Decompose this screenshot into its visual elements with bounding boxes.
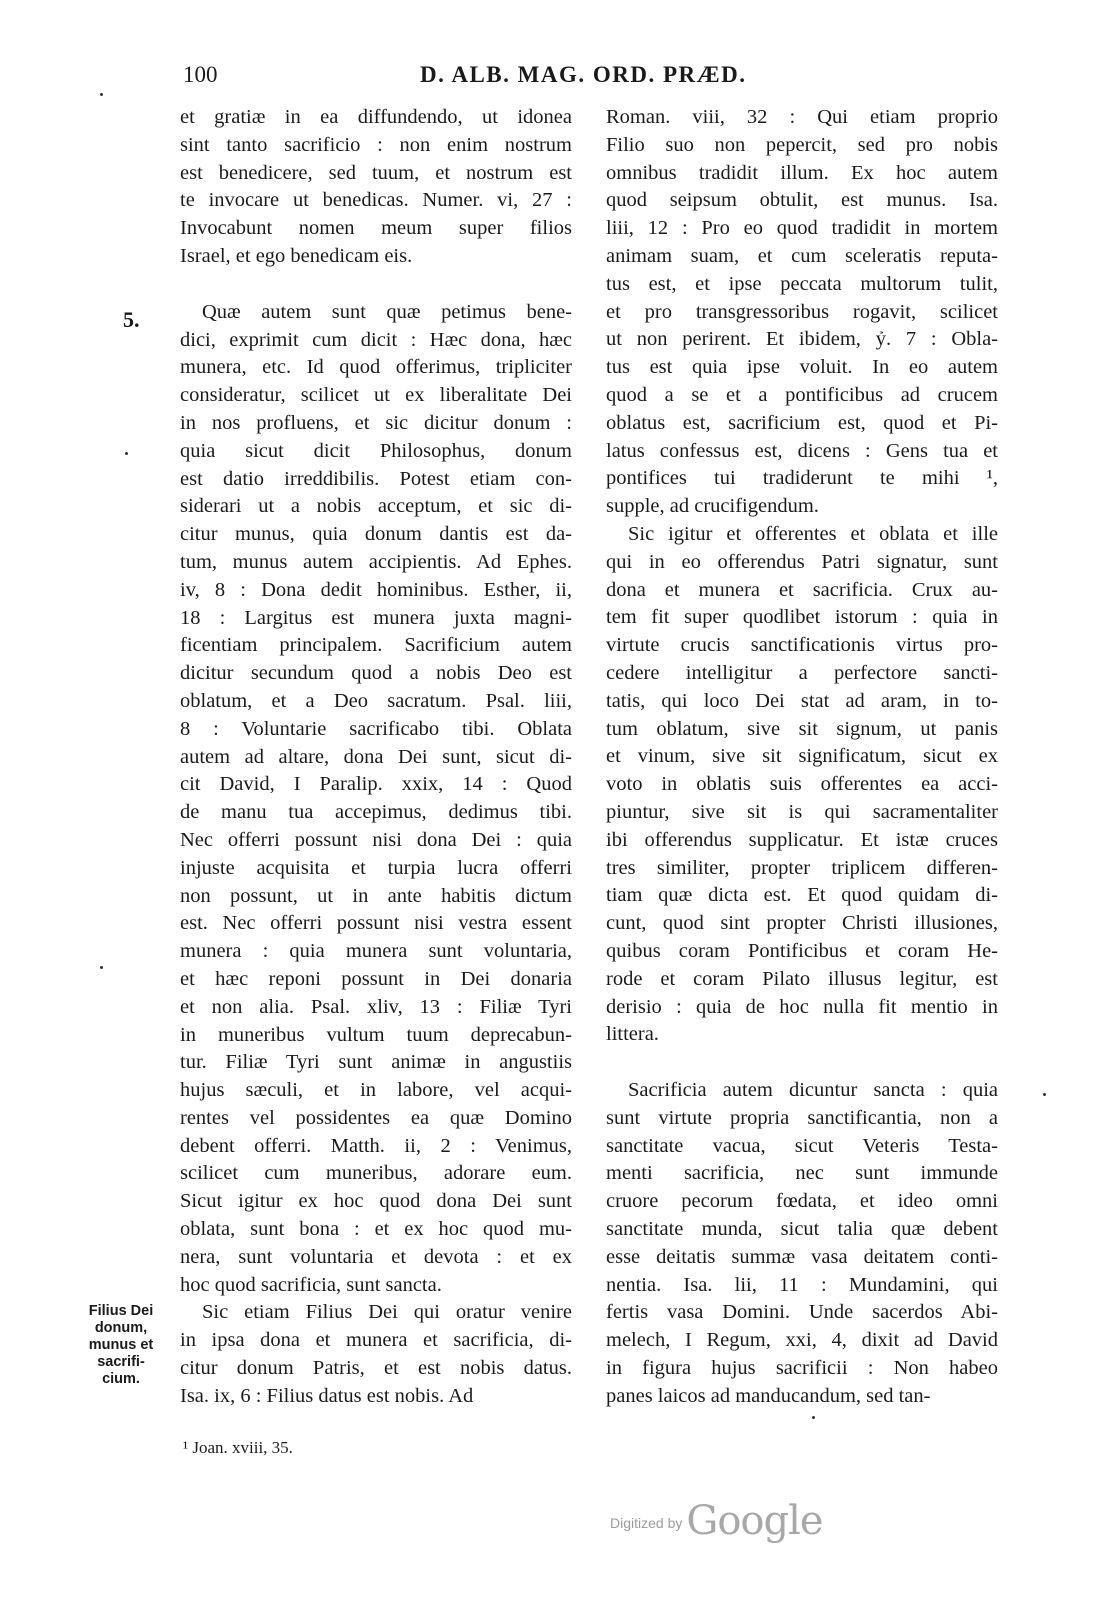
left-paragraph-3: [180, 1299, 572, 1410]
text-line: debent offerri. Matth. ii, 2 : Venimus,: [180, 1134, 572, 1157]
text-line: cedere intelligitur a perfectore sancti-: [606, 661, 998, 684]
running-title: D. ALB. MAG. ORD. PRÆD.: [420, 62, 747, 87]
right-column: [606, 104, 998, 1411]
text-line: in ipsa dona et munera et sacrificia, di-: [180, 1329, 572, 1352]
text-line: et non alia. Psal. xliv, 13 : Filiæ Tyri: [180, 995, 572, 1018]
text-line: quia sicut dicit Philosophus, donum: [180, 439, 572, 462]
text-line: tum oblatum, sive sit signum, ut panis: [606, 717, 998, 740]
left-paragraph-1: [180, 104, 572, 271]
footnote: ¹ Joan. xviii, 35.: [183, 1438, 293, 1457]
scan-speck: [812, 1416, 815, 1419]
text-line: in nos profluens, et sic dicitur donum :: [180, 411, 572, 434]
text-line: et vinum, sive sit significatum, sicut ex: [606, 745, 998, 768]
text-line: munera : quia munera sunt voluntaria,: [180, 940, 572, 963]
text-line: ficentiam principalem. Sacrificium autem: [180, 634, 572, 657]
text-line: tus est quia ipse voluit. In eo autem: [606, 356, 998, 379]
text-line: oblatum, et a Deo sacratum. Psal. liii,: [180, 689, 572, 712]
text-line: piuntur, sive sit is qui sacramentaliter: [606, 800, 998, 823]
text-line: citur donum Patris, et est nobis datus.: [180, 1357, 572, 1380]
page-number: 100: [183, 62, 218, 87]
text-line: dona et munera et sacrificia. Crux au-: [606, 578, 998, 601]
text-line: Sic igitur et offerentes et oblata et ille: [628, 522, 998, 545]
text-line: sint tanto sacrificio : non enim nostrum: [180, 133, 572, 156]
text-line: et gratiæ in ea diffundendo, ut idonea: [180, 106, 572, 128]
text-line: ut non perirent. Et ibidem, ỷ. 7 : Obla-: [606, 328, 998, 351]
text-line: siderari ut a nobis acceptum, et sic di-: [180, 495, 572, 518]
left-column: [180, 104, 572, 1411]
scan-speck: [100, 966, 103, 969]
text-line: Nec offerri possunt nisi dona Dei : quia: [180, 828, 572, 851]
margin-note-line: Filius Dei: [88, 1303, 154, 1319]
text-line: 18 : Largitus est munera juxta magni-: [180, 606, 572, 629]
text-line: Sic etiam Filius Dei qui oratur venire: [202, 1301, 572, 1324]
text-line: Filio suo non pepercit, sed pro nobis: [606, 133, 998, 156]
text-line: voto in oblatis suis offerentes ea acci-: [606, 773, 998, 796]
text-line: omnibus tradidit illum. Ex hoc autem: [606, 161, 998, 184]
text-line: sunt virtute propria sanctificantia, non a: [606, 1106, 998, 1129]
margin-note: [78, 1303, 164, 1388]
text-line: menti sacrificia, nec sunt immunde: [606, 1162, 998, 1185]
text-line: dici, exprimit cum dicit : Hæc dona, hæc: [180, 328, 572, 351]
margin-note-line: cium.: [102, 1371, 140, 1387]
text-line: panes laicos ad manducandum, sed tan-: [606, 1384, 931, 1407]
text-line: latus confessus est, dicens : Gens tua et: [606, 439, 998, 462]
text-line: melech, I Regum, xxi, 4, dixit ad David: [606, 1329, 998, 1352]
text-line: hujus sæculi, et in labore, vel acqui-: [180, 1079, 572, 1102]
text-line: Invocabunt nomen meum super filios: [180, 217, 572, 240]
text-line: sanctitate munda, sicut talia quæ debent: [606, 1218, 998, 1241]
text-line: est. Nec offerri possunt nisi vestra essent: [180, 912, 572, 935]
text-line: cit David, I Paralip. xxix, 14 : Quod: [180, 773, 572, 796]
paragraph-number: 5.: [123, 307, 140, 332]
text-line: est benedicere, sed tuum, et nostrum est: [180, 161, 572, 184]
text-line: et hæc reponi possunt in Dei donaria: [180, 967, 572, 990]
text-line: tus est, et ipse peccata multorum tulit,: [606, 272, 998, 295]
digitized-watermark: [610, 1498, 823, 1544]
margin-note-line: munus et: [88, 1337, 154, 1353]
text-line: derisio : quia de hoc nulla fit mentio in: [606, 995, 998, 1018]
text-line: fertis vasa Domini. Unde sacerdos Abi-: [606, 1301, 998, 1324]
text-line: tum, munus autem accipientis. Ad Ephes.: [180, 550, 572, 573]
text-line: animam suam, et cum sceleratis reputa-: [606, 244, 998, 267]
text-line: quibus coram Pontificibus et coram He-: [606, 939, 998, 962]
google-logo: Google: [686, 1498, 823, 1544]
scan-speck: [125, 452, 128, 455]
text-line: oblata, sunt bona : et ex hoc quod mu-: [180, 1218, 572, 1241]
text-line: rentes vel possidentes ea quæ Domino: [180, 1106, 572, 1129]
margin-note-line: donum,: [94, 1320, 148, 1336]
text-line: littera.: [606, 1023, 659, 1046]
text-line: tiam quæ dicta est. Et quod quidam di-: [606, 884, 998, 907]
text-line: pontifices tui tradiderunt te mihi ¹,: [606, 467, 998, 490]
text-line: cruore pecorum fœdata, et ideo omni: [606, 1190, 998, 1213]
text-line: quod a se et a pontificibus ad crucem: [606, 383, 998, 406]
text-line: Sacrificia autem dicuntur sancta : quia: [628, 1079, 998, 1102]
scan-speck: [1043, 1093, 1046, 1096]
text-line: tatis, qui loco Dei stat ad aram, in to-: [606, 689, 998, 712]
text-line: 8 : Voluntarie sacrificabo tibi. Oblata: [180, 717, 572, 740]
text-line: scilicet cum muneribus, adorare eum.: [180, 1162, 572, 1185]
text-line: iv, 8 : Dona dedit hominibus. Esther, ii,: [180, 578, 572, 601]
text-line: ibi offerendus supplicatur. Et istæ cruces: [606, 828, 998, 851]
text-line: consideratur, scilicet ut ex liberalitate Dei: [180, 384, 572, 407]
text-line: munera, etc. Id quod offerimus, tripliciter: [180, 356, 572, 379]
text-line: Israel, et ego benedicam eis.: [180, 244, 413, 267]
text-line: quod seipsum obtulit, est munus. Isa.: [606, 189, 998, 212]
text-line: cunt, quod sint propter Christi illusiones,: [606, 912, 998, 935]
text-line: nera, sunt voluntaria et devota : et ex: [180, 1245, 572, 1268]
text-line: Quæ autem sunt quæ petimus bene-: [202, 300, 572, 323]
text-line: tem fit super quodlibet istorum : quia in: [606, 606, 998, 629]
right-paragraph-1: [606, 104, 998, 521]
text-line: liii, 12 : Pro eo quod tradidit in mortem: [606, 217, 998, 240]
margin-note-line: sacrifi-: [97, 1354, 145, 1370]
text-line: et pro transgressoribus rogavit, scilicet: [606, 300, 998, 323]
text-line: dicitur secundum quod a nobis Deo est: [180, 662, 572, 685]
text-line: hoc quod sacrificia, sunt sancta.: [180, 1273, 442, 1296]
text-line: nentia. Isa. lii, 11 : Mundamini, qui: [606, 1273, 998, 1296]
text-line: est datio irreddibilis. Potest etiam con-: [180, 467, 572, 490]
text-line: tres similiter, propter triplicem differen-: [606, 856, 998, 879]
text-line: injuste acquisita et turpia lucra offerri: [180, 856, 572, 879]
text-line: virtute crucis sanctificationis virtus pro-: [606, 634, 998, 657]
text-line: oblatus est, sacrificium est, quod et Pi-: [606, 411, 998, 434]
text-line: te invocare ut benedicas. Numer. vi, 27 :: [180, 189, 572, 212]
text-line: Sicut igitur ex hoc quod dona Dei sunt: [180, 1190, 572, 1213]
text-line: Roman. viii, 32 : Qui etiam proprio: [606, 106, 998, 128]
text-line: in muneribus vultum tuum deprecabun-: [180, 1023, 572, 1046]
text-line: Isa. ix, 6 : Filius datus est nobis. Ad: [180, 1384, 474, 1407]
text-line: in figura hujus sacrificii : Non habeo: [606, 1357, 998, 1380]
text-line: tur. Filiæ Tyri sunt animæ in angustiis: [180, 1051, 572, 1074]
watermark-prefix: Digitized by: [610, 1515, 683, 1531]
text-line: supple, ad crucifigendum.: [606, 495, 819, 518]
text-line: sanctitate vacua, sicut Veteris Testa-: [606, 1134, 998, 1157]
left-paragraph-2: [180, 299, 572, 1300]
text-line: de manu tua accepimus, dedimus tibi.: [180, 801, 572, 824]
scan-speck: [100, 93, 103, 96]
text-line: autem ad altare, dona Dei sunt, sicut di-: [180, 745, 572, 768]
text-line: non possunt, ut in ante habitis dictum: [180, 884, 572, 907]
text-line: citur munus, quia donum dantis est da-: [180, 523, 572, 546]
text-line: qui in eo offerendus Patri signatur, sunt: [606, 550, 998, 573]
right-paragraph-3: [606, 1077, 998, 1411]
text-line: rode et coram Pilato illusus legitur, est: [606, 967, 998, 990]
text-line: esse deitatis summæ vasa deitatem conti-: [606, 1245, 998, 1268]
right-paragraph-2: [606, 521, 998, 1049]
